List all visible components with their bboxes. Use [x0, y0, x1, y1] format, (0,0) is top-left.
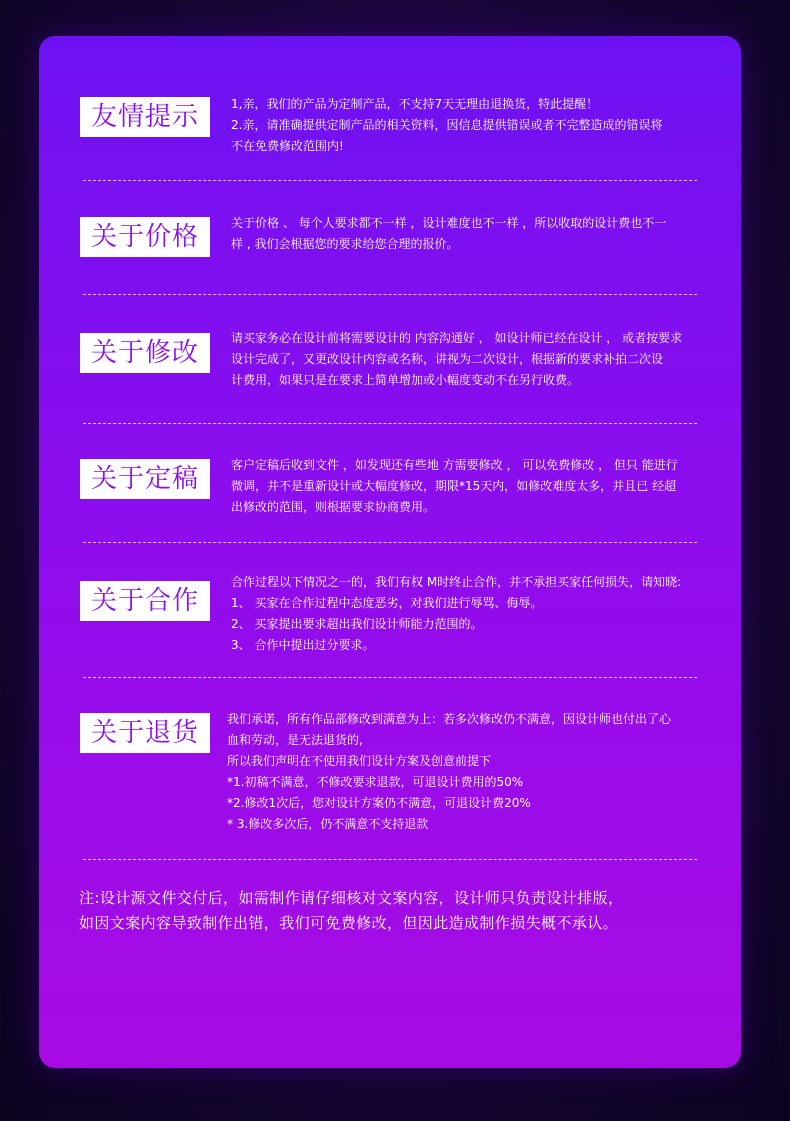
tag-about-returns: 关于退货 — [80, 713, 210, 753]
tag-friendly-notice: 友情提示 — [80, 97, 210, 137]
section-divider — [83, 542, 697, 543]
tag-about-cooperation: 关于合作 — [80, 581, 210, 621]
section-divider — [83, 180, 697, 181]
tag-about-price: 关于价格 — [80, 217, 210, 257]
footer-note — [79, 886, 719, 936]
section-divider — [83, 294, 697, 295]
text-line: 出修改的范围，则根据要求协商费用。 — [231, 500, 436, 514]
text-line: 计费用，如果只是在要求上简单增加或小幅度变动不在另行收费。 — [231, 373, 580, 387]
text-line: 关于价格 、 每个人要求都不一样 ，设计难度也不一样 ，所以收取的设计费也不一 — [231, 216, 667, 230]
text-line: 样 , 我们会根据您的要求给您合理的报价。 — [231, 237, 459, 251]
info-card — [39, 36, 741, 1068]
section-divider — [83, 677, 697, 678]
text-line: 2、 买家提出要求超出我们设计师能力范围的。 — [231, 617, 483, 631]
text-line: * 3.修改多次后，仍不满意不支持退款 — [227, 817, 429, 831]
text-line: 设计完成了，又更改设计内容或名称，讲视为二次设计，根据新的要求补拍二次设 — [231, 352, 664, 366]
section-divider — [83, 859, 697, 860]
note-line: 注:设计源文件交付后，如需制作请仔细核对文案内容，设计师只负责设计排版， — [79, 889, 624, 907]
section-divider — [83, 423, 697, 424]
text-line: *1.初稿不满意，不修改要求退款，可退设计费用的50% — [227, 775, 524, 789]
text-line: 客户定稿后收到文件 ，如发现还有些地 方需要修改 ， 可以免费修改 ， 但只 能进行 — [231, 458, 678, 472]
text-line: 2.亲，请准确提供定制产品的相关资料，因信息提供错误或者不完整造成的错误将 — [231, 118, 663, 132]
about-final-draft-text — [231, 455, 711, 518]
text-line: 3、 合作中提出过分要求。 — [231, 638, 375, 652]
text-line: 所以我们声明在不使用我们设计方案及创意前提下 — [227, 754, 492, 768]
note-line: 如因文案内容导致制作出错，我们可免费修改，但因此造成制作损失概不承认。 — [79, 914, 619, 932]
text-line: 请买家务必在设计前将需要设计的 内容沟通好 ， 如设计师已经在设计 ， 或者按要求 — [231, 331, 683, 345]
about-revision-text — [231, 328, 711, 391]
text-line: 我们承诺，所有作品部修改到满意为上：若多次修改仍不满意，因设计师也付出了心 — [227, 712, 672, 726]
tag-about-final-draft: 关于定稿 — [80, 459, 210, 499]
about-price-text — [231, 213, 711, 255]
text-line: 1、 买家在合作过程中态度恶劣，对我们进行辱骂、侮辱。 — [231, 596, 543, 610]
about-cooperation-text — [231, 572, 721, 656]
text-line: 合作过程以下情况之一的，我们有权 M时终止合作，并不承担买家任何损失，请知晓: — [231, 575, 682, 589]
tag-about-revision: 关于修改 — [80, 333, 210, 373]
friendly-notice-text — [231, 94, 711, 157]
text-line: 血和劳动，是无法退货的, — [227, 733, 363, 747]
text-line: *2.修改1次后，您对设计方案仍不满意，可退设计费20% — [227, 796, 531, 810]
about-returns-text — [227, 709, 717, 835]
text-line: 1,亲，我们的产品为定制产品，不支持7天无理由退换货，特此提醒！ — [231, 97, 599, 111]
text-line: 微调，并不是重新设计或大幅度修改，期限*15天内，如修改难度太多，并且已 经超 — [231, 479, 677, 493]
text-line: 不在免费修改范围内! — [231, 139, 344, 153]
